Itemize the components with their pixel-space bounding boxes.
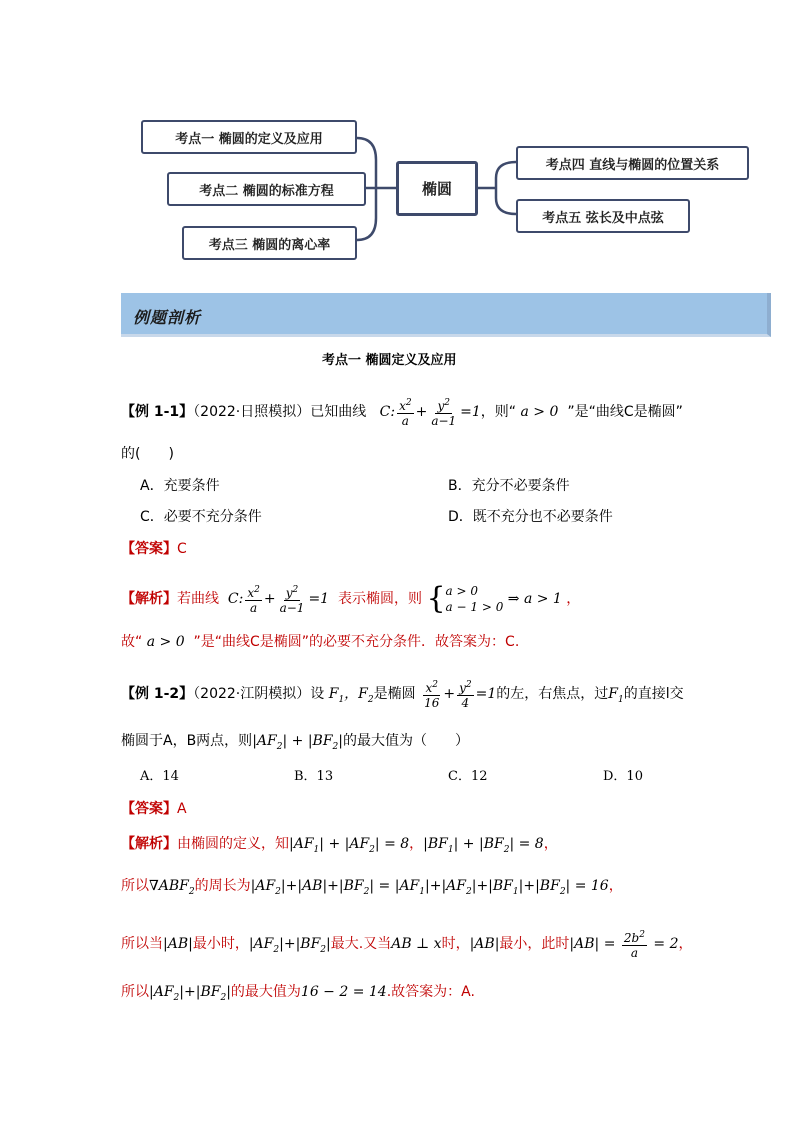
ex2-analysis-1: 【解析】由椭圆的定义，知$|AF_1| + |AF_2| = 8$，$|BF_1| + |BF_2| = 8$， <box>121 836 558 855</box>
ex1-option-c: C．必要不充分条件 <box>140 509 262 525</box>
ex2-option-d: D．10 <box>603 769 643 784</box>
ex1-answer: 【答案】C <box>121 541 187 557</box>
mindmap-node-1: 考点一 椭圆的定义及应用 <box>141 120 357 154</box>
ex2-question: 【例 1-2】（2022·江阴模拟）设 $F_1$，$F_2$是椭圆 $\frac{x^2}{16}$ + $\frac{y^2}{4}$ =1的左，右焦点，过$F_1$的直接l交 <box>121 680 684 710</box>
mindmap-node-5: 考点五 弦长及中点弦 <box>516 199 690 233</box>
curve-equation: C: $\frac{x^2}{a}$ + $\frac{y^2}{a-1}$ =1 <box>370 398 481 428</box>
ex2-answer: 【答案】A <box>121 801 187 817</box>
section-band <box>121 293 771 337</box>
band-title: 例题剖析 <box>133 308 202 327</box>
ex2-analysis-4: 所以$|AF_2|+|BF_2|$的最大值为16 − 2 = 14.故答案为：A. <box>121 984 475 1003</box>
ex1-question: 【例 1-1】（2022·日照模拟）已知曲线 C: $\frac{x^2}{a}$ + $\frac{y^2}{a-1}$ =1，则“ a > 0 ”是“曲线C是椭圆” <box>121 398 683 428</box>
ex1-option-b: B．充分不必要条件 <box>448 478 570 494</box>
ex2-option-b: B．13 <box>294 769 334 784</box>
ex2-option-a: A．14 <box>140 769 179 784</box>
mindmap-connectors <box>0 0 794 280</box>
ex2-analysis-3: 所以当|AB|最小时，$|AF_2|+|BF_2|$最大.又当AB ⊥ x时，|AB|最小，此时|AB| = $\frac{2b^2}{a}$ = 2， <box>121 930 693 960</box>
mindmap-node-2: 考点二 椭圆的标准方程 <box>167 172 366 206</box>
mindmap-node-4: 考点四 直线与椭圆的位置关系 <box>516 146 749 180</box>
ex1-option-a: A．充要条件 <box>140 478 220 494</box>
ex2-analysis-2: 所以$\nabla ABF_2$的周长为$|AF_2|+|AB|+|BF_2| = |AF_1|+|AF_2|+|BF_1|+|BF_2| = 16$， <box>121 878 623 897</box>
ex2-option-c: C．12 <box>448 769 488 784</box>
section-title: 考点一 椭圆定义及应用 <box>322 353 457 368</box>
mindmap-center: 椭圆 <box>396 161 478 216</box>
mindmap-node-3: 考点三 椭圆的离心率 <box>182 226 357 260</box>
ex1-conclusion: 故“ a > 0 ”是“曲线C是椭圆”的必要不充分条件．故答案为：C. <box>121 634 520 650</box>
ex1-tail: 的( ) <box>121 446 174 462</box>
ex1-option-d: D．既不充分也不必要条件 <box>448 509 613 525</box>
ex1-analysis: 【解析】若曲线 C: $\frac{x^2}{a}$ + $\frac{y^2}{a-1}$ =1 表示椭圆，则 { a > 0 a − 1 > 0 ⇒ a > 1 ， <box>121 581 581 616</box>
ex2-question-line2: 椭圆于A，B两点，则$|AF_2| + |BF_2|$的最大值为（ ） <box>121 733 469 752</box>
